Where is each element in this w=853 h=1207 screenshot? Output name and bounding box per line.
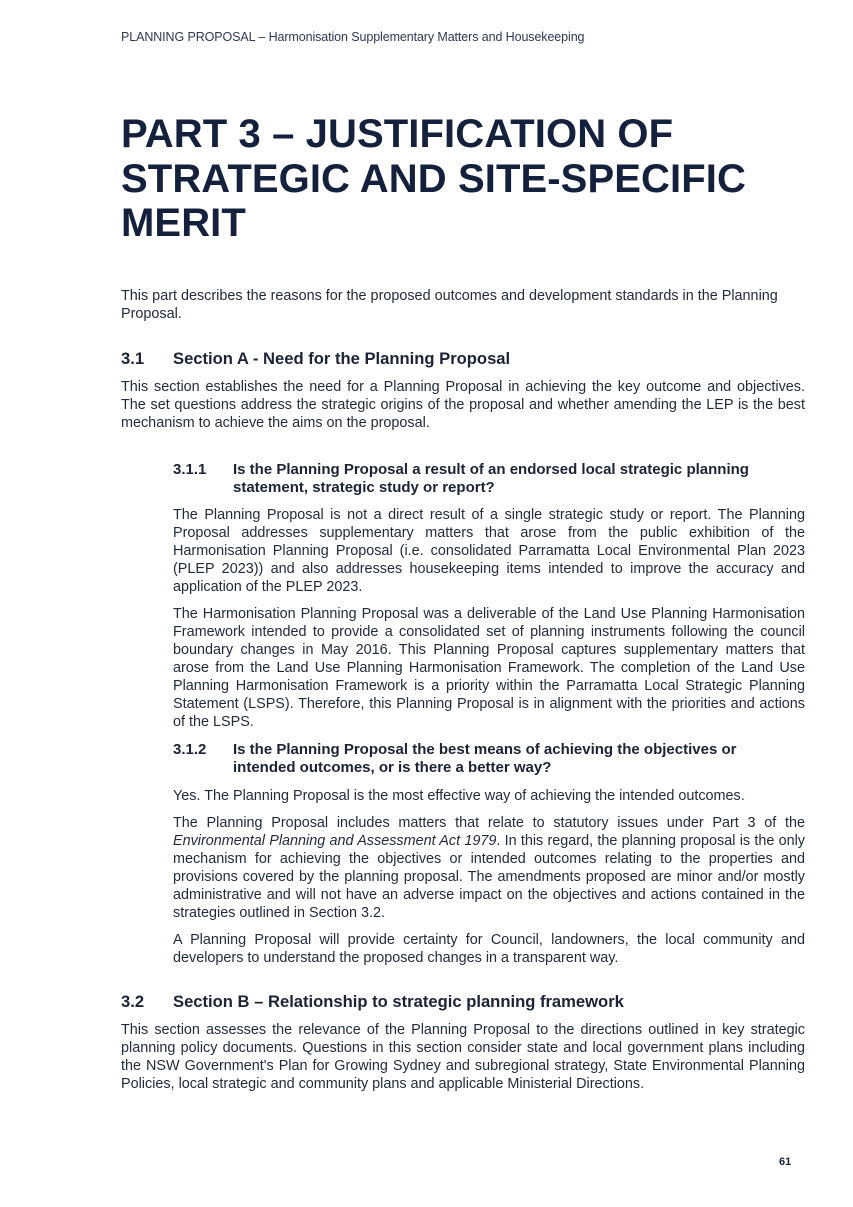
section-3-1-1-paragraph-2: The Harmonisation Planning Proposal was a deliverable of the Land Use Planning Harmonisation Framework intended to provide a consolidated set of planning instruments following the council boundary changes in May 2016. This Planning Proposal captures supplementary matters that arose from the Land Use Planning Harmonisation Framework. The completion of the Land Use Planning Harmonisation Framework is a priority within the Parramatta Local Strategic Planning Statement (LSPS). Therefore, this Planning Proposal is in alignment with the priorities and actions of the LSPS.	[173, 606, 805, 730]
section-title: Is the Planning Proposal the best means of achieving the objectives or intended outcomes, or is there a better way?	[233, 741, 737, 776]
section-number: 3.1.2	[173, 741, 207, 758]
section-number: 3.1.1	[173, 461, 207, 478]
section-number: 3.2	[121, 992, 145, 1011]
section-title: Is the Planning Proposal a result of an endorsed local strategic planning statement, strategic study or report?	[233, 461, 749, 496]
section-3-1-2-paragraph-3: A Planning Proposal will provide certainty for Council, landowners, the local community and developers to understand the proposed changes in a transparent way.	[173, 932, 805, 966]
section-title: Section B – Relationship to strategic planning framework	[173, 992, 624, 1011]
section-3-2-body: This section assesses the relevance of the Planning Proposal to the directions outlined in key strategic planning policy documents. Questions in this section consider state and local government plans including the NSW Government's Plan for Growing Sydney and subregional strategy, State Environmental Planning Policies, local strategic and community plans and applicable Ministerial Directions.	[121, 1022, 805, 1092]
section-title: Section A - Need for the Planning Proposal	[173, 349, 511, 368]
section-number: 3.1	[121, 349, 145, 368]
section-3-1-body: This section establishes the need for a Planning Proposal in achieving the key outcome and objectives. The set questions address the strategic origins of the proposal and whether amending the LEP is the best mechanism to achieve the aims on the proposal.	[121, 379, 805, 431]
page-number: 61	[779, 1156, 792, 1168]
act-title: Environmental Planning and Assessment Act 1979	[173, 833, 497, 849]
section-3-1-2-heading	[173, 741, 793, 777]
section-3-1-1-heading	[173, 461, 793, 497]
section-3-1-2-paragraph-2	[173, 814, 805, 922]
paragraph-text: The Planning Proposal includes matters that relate to statutory issues under Part 3 of the	[173, 815, 805, 831]
part-title: PART 3 – JUSTIFICATION OF STRATEGIC AND SITE-SPECIFIC MERIT	[121, 112, 746, 245]
paragraph-text: . In this regard, the planning proposal is the only mechanism for achieving the objectives or intended outcomes relating to the properties and provisions covered by the planning proposal. The amendments proposed are minor and/or mostly administrative and will not have an adverse impact on the objectives and actions contained in the strategies outlined in Section 3.2.	[173, 833, 805, 921]
running-header: PLANNING PROPOSAL – Harmonisation Supplementary Matters and Housekeeping	[121, 30, 585, 44]
part-intro: This part describes the reasons for the proposed outcomes and development standards in the Planning Proposal.	[121, 288, 778, 322]
section-3-1-1-paragraph-1: The Planning Proposal is not a direct result of a single strategic study or report. The Planning Proposal addresses supplementary matters that arose from the public exhibition of the Harmonisation Planning Proposal (i.e. consolidated Parramatta Local Environmental Plan 2023 (PLEP 2023)) and also addresses housekeeping items intended to improve the accuracy and application of the PLEP 2023.	[173, 507, 805, 595]
section-3-2-heading	[121, 992, 624, 1012]
section-3-1-heading	[121, 349, 510, 369]
section-3-1-2-paragraph-1: Yes. The Planning Proposal is the most effective way of achieving the intended outcomes.	[173, 788, 745, 804]
